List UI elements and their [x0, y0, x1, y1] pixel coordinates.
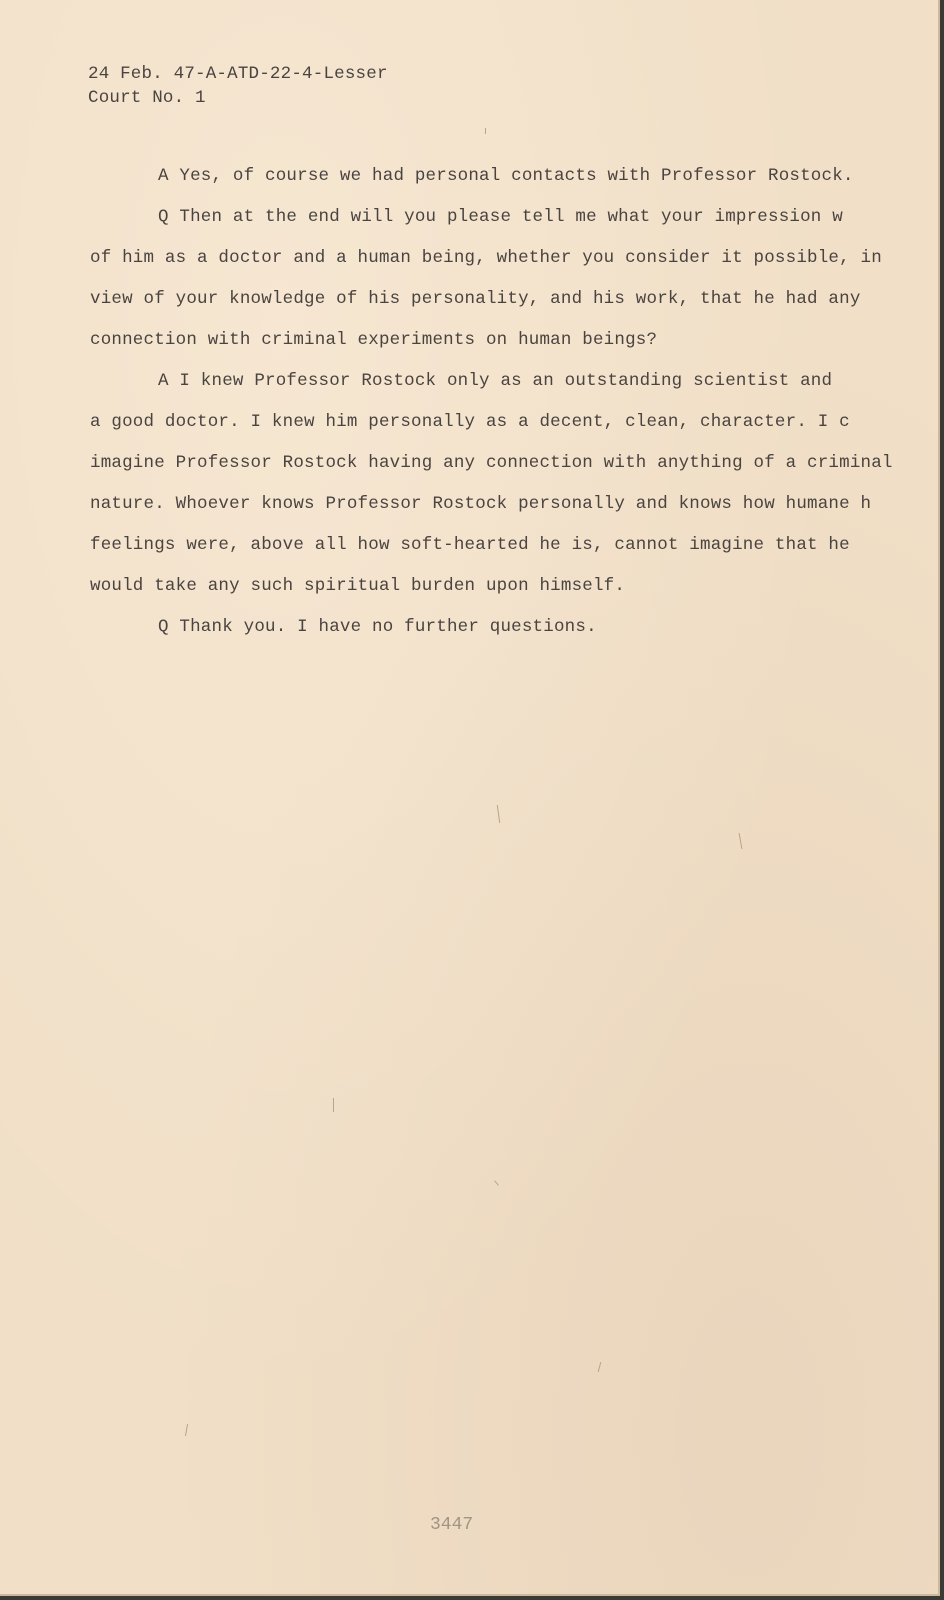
question-line: Q Then at the end will you please tell me what your impression w: [158, 207, 843, 227]
paper-fleck: [485, 128, 486, 134]
body-line: connection with criminal experiments on human beings?: [90, 330, 658, 350]
body-line: view of your knowledge of his personality, and his work, that he had any: [90, 289, 861, 309]
header-court-number: Court No. 1: [88, 88, 206, 108]
body-line: would take any such spiritual burden upon himself.: [90, 576, 626, 596]
body-line: imagine Professor Rostock having any connection with anything of a criminal: [90, 453, 893, 473]
body-line: nature. Whoever knows Professor Rostock personally and knows how humane h: [90, 494, 872, 514]
paper-fleck: [739, 833, 743, 849]
paper-fleck: [494, 1180, 499, 1185]
header-reference: 24 Feb. 47-A-ATD-22-4-Lesser: [88, 64, 388, 84]
body-line: a good doctor. I knew him personally as a decent, clean, character. I c: [90, 412, 850, 432]
question-line: Q Thank you. I have no further questions.: [158, 617, 597, 637]
body-line: feelings were, above all how soft-hearted he is, cannot imagine that he: [90, 535, 850, 555]
page-number: 3447: [430, 1515, 474, 1535]
paper-fleck: [333, 1098, 334, 1112]
answer-line: A Yes, of course we had personal contacts with Professor Rostock.: [158, 166, 854, 186]
body-line: of him as a doctor and a human being, whether you consider it possible, in: [90, 248, 882, 268]
paper-fleck: [598, 1362, 602, 1372]
paper-fleck: [497, 805, 500, 823]
answer-line: A I knew Professor Rostock only as an outstanding scientist and: [158, 371, 833, 391]
paper-fleck: [185, 1424, 188, 1436]
